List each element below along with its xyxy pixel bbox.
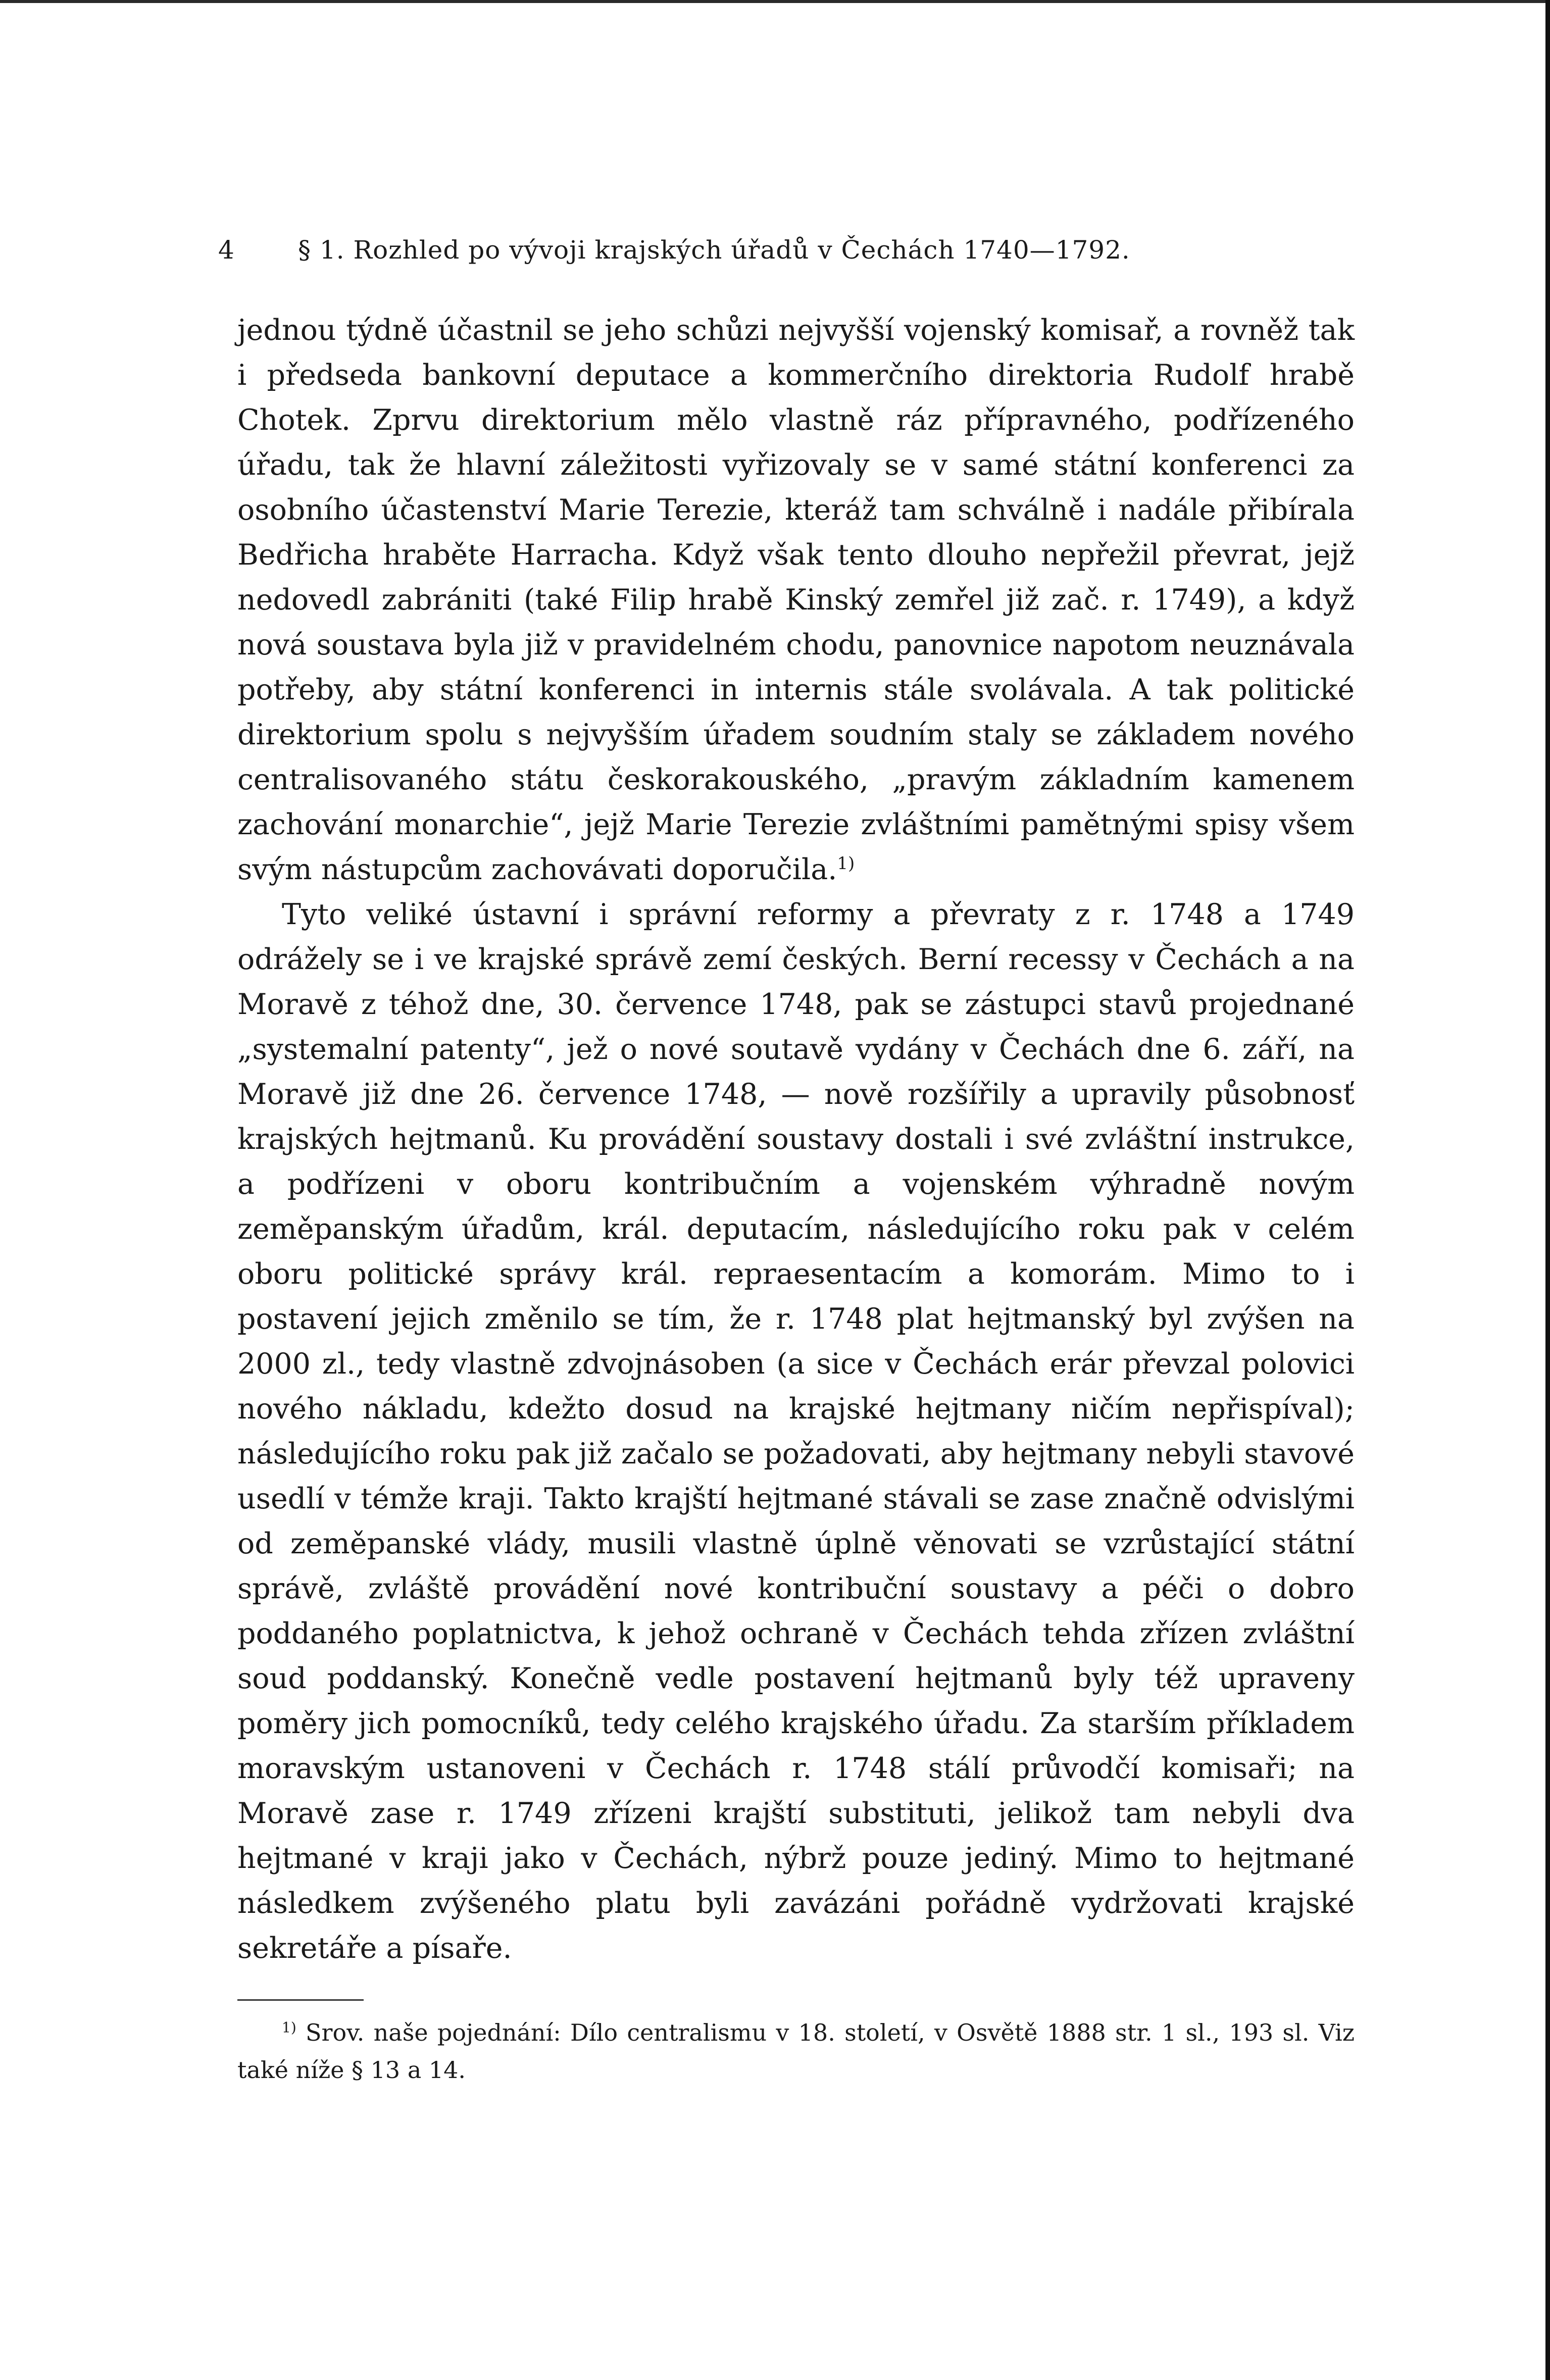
footnote-reference: 1) xyxy=(837,853,855,874)
body-text xyxy=(237,308,1355,1971)
paragraph-text: jednou týdně účastnil se jeho schůzi nejvyšší vojenský komisař, a rovněž tak i předseda bankovní deputace a kommerčního direktoria Rudolf hrabě Chotek. Zprvu direktorium mělo vlastně ráz přípravného, podřízeného úřadu, tak že hlavní záležitosti vyřizovaly se v samé státní konferenci za osobního účastenství Marie Terezie, kteráž tam schválně i nadále přibírala Bedřicha hraběte Harracha. Když však tento dlouho nepřežil převrat, jejž nedovedl zabrániti (také Filip hrabě Kinský zemřel již zač. r. 1749), a když nová soustava byla již v pravidelném chodu, panovnice napotom neuznávala potřeby, aby státní konferenci in internis stále svolávala. A tak politické direktorium spolu s nejvyšším úřadem soudním staly se základem nového centralisovaného státu českorakouského, „pravým základním kamenem zachování monarchie“, jejž Marie Terezie zvláštními pamětnými spisy všem svým nástupcům zachovávati doporučila. xyxy=(237,314,1355,886)
scan-edge-right xyxy=(1545,0,1550,2380)
paragraph-text: Tyto veliké ústavní i správní reformy a převraty z r. 1748 a 1749 odrážely se i ve krajské správě zemí českých. Berní recessy v Čechách a na Moravě z téhož dne, 30. července 1748, pak se zástupci stavů projednané „systemalní patenty“, jež o nové soutavě vydány v Čechách dne 6. září, na Moravě již dne 26. července 1748, — nově rozšířily a upravily působnosť krajských hejtmanů. Ku provádění soustavy dostali i své zvláštní instrukce, a podřízeni v oboru kontribučním a vojenském výhradně novým zeměpanským úřadům, král. deputacím, následujícího roku pak v celém oboru politické správy král. repraesentacím a komorám. Mimo to i postavení jejich změnilo se tím, že r. 1748 plat hejtmanský byl zvýšen na 2000 zl., tedy vlastně zdvojnásoben (a sice v Čechách erár převzal polovici nového nákladu, kdežto dosud na krajské hejtmany ničím nepřispíval); následujícího roku pak již začalo se požadovati, aby hejtmany nebyli stavové usedlí v témže kraji. Takto krajští hejtmané stávali se zase značně odvislými od zeměpanské vlády, musili vlastně úplně věnovati se vzrůstající státní správě, zvláště provádění nové kontribuční soustavy a péči o dobro poddaného poplatnictva, k jehož ochraně v Čechách tehda zřízen zvláštní soud poddanský. Konečně vedle postavení hejtmanů byly též upraveny poměry jich pomocníků, tedy celého krajského úřadu. Za starším příkladem moravským ustanoveni v Čechách r. 1748 stálí průvodčí komisaři; na Moravě zase r. 1749 zřízeni krajští substituti, jelikož tam nebyli dva hejtmané v kraji jako v Čechách, nýbrž pouze jediný. Mimo to hejtmané následkem zvýšeného platu byli zavázáni pořádně vydržovati krajské sekretáře a písaře. xyxy=(237,898,1355,1965)
footnote-divider xyxy=(237,1999,364,2001)
scan-edge-top xyxy=(0,0,1550,3)
book-page xyxy=(218,227,1355,2089)
running-head xyxy=(218,227,1355,273)
running-head-title: § 1. Rozhled po vývoji krajských úřadů v Čechách 1740—1792. xyxy=(298,235,1130,265)
paragraph xyxy=(237,308,1355,892)
footnote xyxy=(237,2014,1355,2089)
page-number: 4 xyxy=(218,235,234,265)
paragraph xyxy=(237,892,1355,1971)
footnote-mark: 1) xyxy=(282,2019,296,2036)
footnote-text: Srov. naše pojednání: Dílo centralismu v 18. století, v Osvětě 1888 str. 1 sl., 193 sl. Viz také níže § 13 a 14. xyxy=(237,2019,1355,2084)
